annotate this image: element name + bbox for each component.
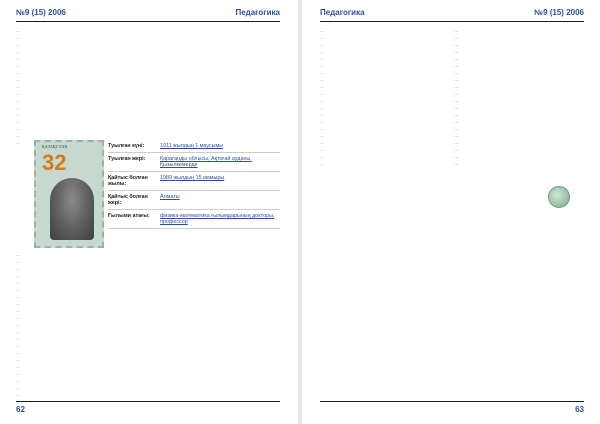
text-line: … [454,56,459,61]
bio-value[interactable]: Қарағанды облысы, Ақтоғай ауданы, Қызылкемерде [160,156,252,168]
text-line: … [16,273,21,278]
text-line: … [320,77,325,82]
text-line: … [16,91,21,96]
text-line: … [16,343,21,348]
stamp-label: … [68,240,72,244]
text-line: … [454,70,459,75]
left-section-title: Педагогика [235,8,280,17]
text-line: … [454,161,459,166]
right-page [304,0,600,424]
text-line: … [16,35,21,40]
text-line: … [16,28,21,33]
text-line: … [16,294,21,299]
text-line: … [16,119,21,124]
text-line: … [320,133,325,138]
text-line: … [16,266,21,271]
bio-key: Ғылыми атағы: [108,213,150,219]
text-line: … [320,56,325,61]
text-line: … [16,392,21,397]
text-line: … [320,161,325,166]
text-line: … [454,112,459,117]
text-line: … [16,371,21,376]
text-line: … [454,91,459,96]
text-line: … [16,378,21,383]
decorative-ornament [548,186,570,208]
text-line: … [454,35,459,40]
right-header [320,8,584,22]
text-line: … [320,49,325,54]
bio-key: Қайтыс болған жері: [108,194,148,206]
text-line: … [320,70,325,75]
page-spine [298,0,302,424]
text-line: … [16,322,21,327]
right-footer-rule [320,401,584,402]
text-line: … [320,28,325,33]
bio-value[interactable]: физика-математика ғылымдарының докторы, профессор [160,213,275,225]
left-issue-number: №9 (15) 2006 [16,8,66,17]
bio-value[interactable]: 1911 жылдың 1 маусымы [160,143,224,149]
left-footer-rule [16,401,280,402]
text-line: … [16,315,21,320]
bio-row [108,191,280,210]
text-line: … [454,105,459,110]
text-line: … [16,252,21,257]
text-line: … [16,126,21,131]
stamp-denomination: 32 [42,150,67,175]
text-line: … [320,105,325,110]
text-line: … [16,385,21,390]
left-top-text [16,28,280,147]
right-column-2 [454,28,584,168]
text-line: … [16,70,21,75]
text-line: … [16,63,21,68]
left-page [0,0,296,424]
text-line: … [320,35,325,40]
text-line: … [16,133,21,138]
text-line: … [16,49,21,54]
text-line: … [320,98,325,103]
postage-stamp [34,140,104,248]
text-line: … [454,147,459,152]
text-line: … [454,84,459,89]
text-line: … [454,119,459,124]
right-column-1 [320,28,448,168]
text-line: … [454,63,459,68]
text-line: … [454,154,459,159]
right-page-number: 63 [575,405,584,414]
right-issue-number: №9 (15) 2006 [534,8,584,17]
text-line: … [320,140,325,145]
text-line: … [16,287,21,292]
text-line: … [454,126,459,131]
bio-row [108,153,280,172]
text-line: … [16,105,21,110]
left-page-number: 62 [16,405,25,414]
bio-row [108,210,280,229]
bio-row [108,140,280,153]
biography-table [108,140,280,229]
text-line: … [16,301,21,306]
text-line: … [320,42,325,47]
bio-value[interactable]: 1989 жылдың 15 мамыры [160,175,225,181]
bio-key: Туылған жері: [108,156,146,162]
stamp-country: ҚАЗАҚСТАН [42,144,68,149]
text-line: … [16,140,21,145]
text-line: … [16,77,21,82]
text-line: … [454,133,459,138]
text-line: … [16,357,21,362]
text-line: … [320,91,325,96]
text-line: … [454,42,459,47]
left-bottom-text [16,252,280,399]
text-line: … [16,329,21,334]
text-line: … [16,98,21,103]
text-line: … [454,98,459,103]
text-line: … [320,147,325,152]
text-line: … [320,63,325,68]
portrait-image [50,178,94,240]
bio-value[interactable]: Алматы [160,194,180,200]
text-line: … [454,28,459,33]
text-line: … [16,308,21,313]
text-line: … [16,112,21,117]
bio-key: Туылған күні: [108,143,145,149]
right-section-title: Педагогика [320,8,365,17]
bio-key: Қайтыс болған жылы: [108,175,148,187]
text-line: … [454,140,459,145]
text-line: … [16,259,21,264]
text-line: … [16,56,21,61]
text-line: … [16,364,21,369]
text-line: … [16,42,21,47]
text-line: … [320,112,325,117]
text-line: … [454,49,459,54]
text-line: … [320,126,325,131]
text-line: … [16,336,21,341]
text-line: … [16,350,21,355]
text-line: … [16,84,21,89]
bio-row [108,172,280,191]
text-line: … [16,280,21,285]
text-line: … [320,154,325,159]
text-line: … [454,77,459,82]
text-line: … [320,84,325,89]
left-header [16,8,280,22]
text-line: … [320,119,325,124]
